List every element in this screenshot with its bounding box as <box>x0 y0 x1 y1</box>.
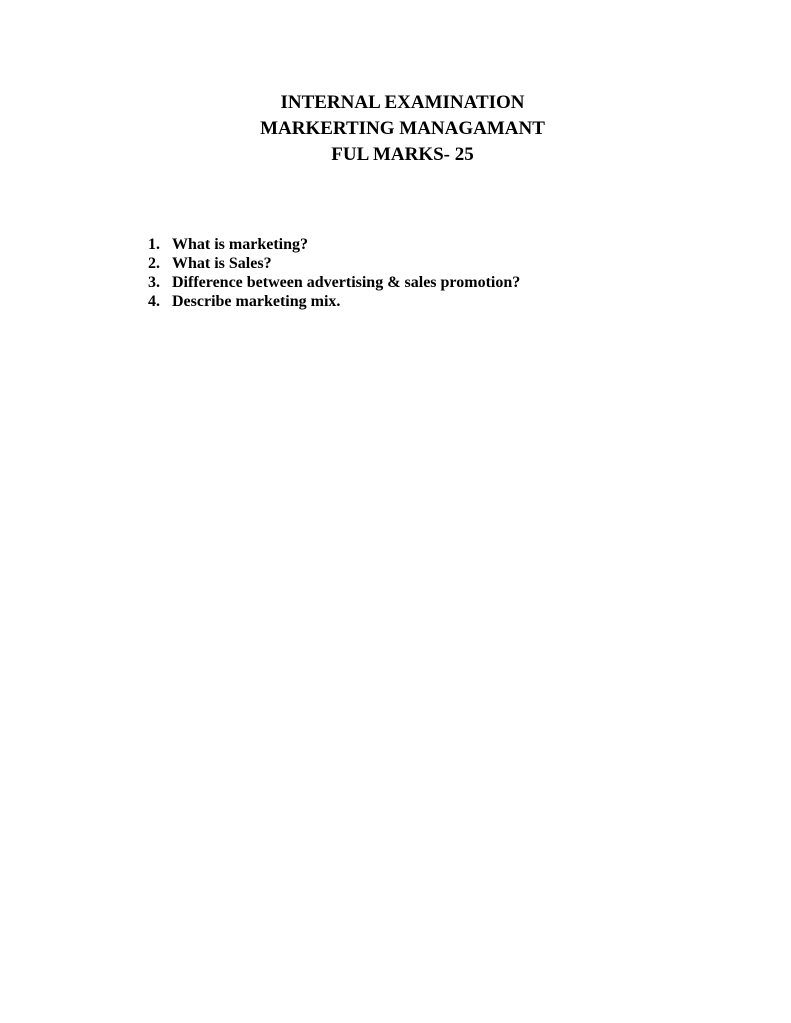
question-item <box>148 235 520 254</box>
question-item <box>148 292 520 311</box>
question-number: 1. <box>148 236 160 253</box>
question-number: 2. <box>148 255 160 272</box>
question-number: 3. <box>148 274 160 291</box>
subject-title: MARKERTING MANAGAMANT <box>260 118 545 139</box>
question-text: What is Sales? <box>172 255 272 272</box>
question-item <box>148 273 520 292</box>
full-marks: FUL MARKS- 25 <box>331 144 474 165</box>
exam-header <box>0 90 791 168</box>
question-text: Difference between advertising & sales promotion? <box>172 274 521 291</box>
question-number: 4. <box>148 293 160 310</box>
exam-title: INTERNAL EXAMINATION <box>280 92 525 113</box>
question-list <box>148 235 520 311</box>
question-text: What is marketing? <box>172 236 308 253</box>
question-item <box>148 254 520 273</box>
question-text: Describe marketing mix. <box>172 293 341 310</box>
